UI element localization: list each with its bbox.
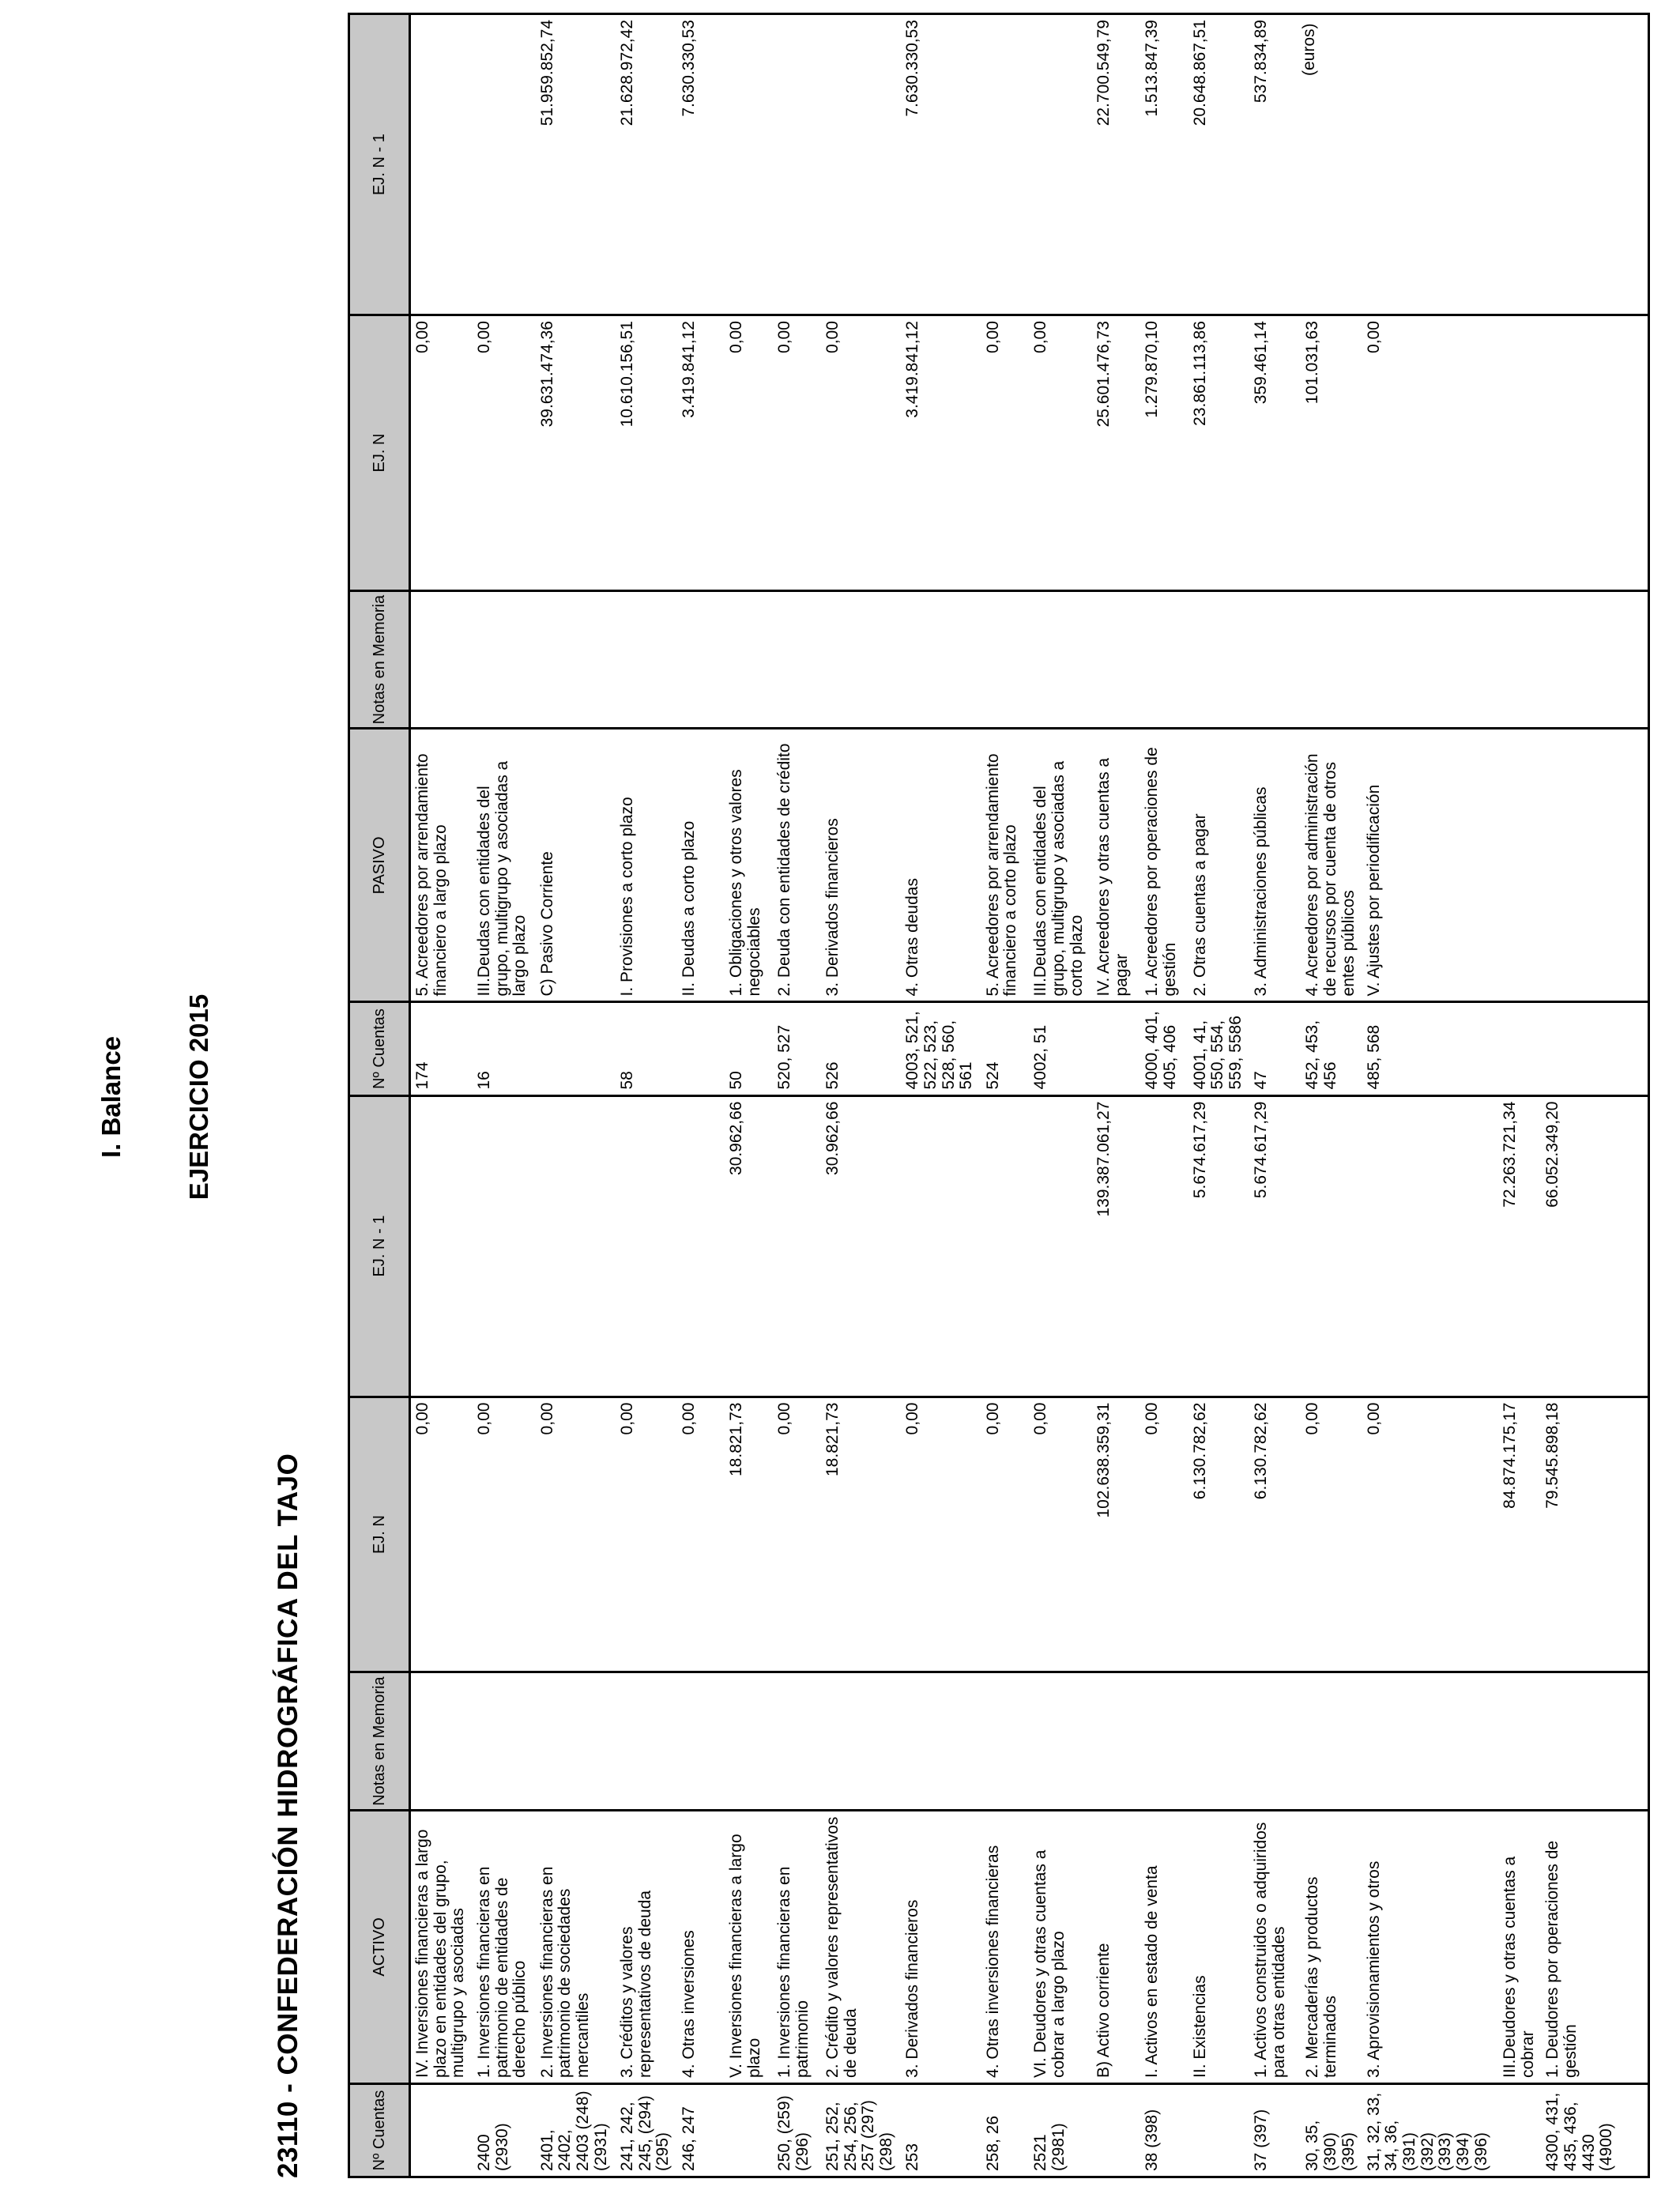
cell-activo-ej-n1 xyxy=(901,1095,981,1397)
cell-pasivo-notas xyxy=(410,590,473,728)
cell-pasivo-notas xyxy=(1301,590,1362,728)
table-row xyxy=(1188,14,1250,2177)
cell-activo-cuentas: 31, 32, 33, 34, 36, (391) (392) (393) (394) (396) xyxy=(1362,2083,1499,2177)
cell-pasivo-ej-n: 10.610.156,51 xyxy=(616,315,677,591)
cell-pasivo-label: 1. Acreedores por operaciones de gestión xyxy=(1140,729,1188,1002)
balance-table xyxy=(348,13,1650,2178)
cell-activo-cuentas: 241, 242, 245, (294) (295) xyxy=(616,2083,677,2177)
cell-activo-label: B) Activo corriente xyxy=(1092,1810,1140,2083)
cell-activo-ej-n1: 72.263.721,34 xyxy=(1498,1095,1541,1397)
cell-pasivo-label xyxy=(1498,729,1541,1002)
cell-activo-cuentas: 2400 (2930) xyxy=(473,2083,536,2177)
cell-pasivo-label: 5. Acreedores por arrendamiento financiero a corto plazo xyxy=(981,729,1030,1002)
cell-activo-ej-n: 0,00 xyxy=(616,1397,677,1672)
cell-activo-notas xyxy=(901,1672,981,1810)
cell-activo-ej-n1 xyxy=(1029,1095,1092,1397)
cell-activo-notas xyxy=(1362,1672,1499,1810)
cell-pasivo-ej-n1: 7.630.330,53 xyxy=(901,14,981,315)
cell-pasivo-ej-n1 xyxy=(981,14,1030,315)
table-row xyxy=(981,14,1030,2177)
cell-pasivo-label: C) Pasivo Corriente xyxy=(536,729,616,1002)
cell-pasivo-notas xyxy=(1249,590,1301,728)
cell-pasivo-cuentas: 16 xyxy=(473,1002,536,1095)
cell-pasivo-ej-n: 0,00 xyxy=(773,315,821,591)
cell-activo-cuentas: 4300, 431, 435, 436, 4430 (4900) xyxy=(1541,2083,1648,2177)
table-row xyxy=(536,14,616,2177)
cell-activo-ej-n: 84.874.175,17 xyxy=(1498,1397,1541,1672)
cell-activo-cuentas: 2401, 2402, 2403 (248) (2931) xyxy=(536,2083,616,2177)
cell-activo-ej-n1: 66.052.349,20 xyxy=(1541,1095,1648,1397)
cell-activo-cuentas: 253 xyxy=(901,2083,981,2177)
cell-activo-notas xyxy=(821,1672,901,1810)
cell-activo-label: 2. Inversiones financieras en patrimonio de sociedades mercantiles xyxy=(536,1810,616,2083)
cell-pasivo-cuentas xyxy=(1541,1002,1648,1095)
cell-activo-label: 2. Crédito y valores representativos de deuda xyxy=(821,1810,901,2083)
cell-pasivo-notas xyxy=(1188,590,1250,728)
cell-activo-label: 2. Mercaderías y productos terminados xyxy=(1301,1810,1362,2083)
cell-activo-cuentas: 37 (397) xyxy=(1249,2083,1301,2177)
col-header-pasivo: PASIVO xyxy=(349,729,410,1002)
cell-activo-ej-n1: 5.674.617,29 xyxy=(1188,1095,1250,1397)
cell-pasivo-ej-n: 3.419.841,12 xyxy=(901,315,981,591)
cell-pasivo-notas xyxy=(677,590,725,728)
col-header-activo-ej-n: EJ. N xyxy=(349,1397,410,1672)
cell-activo-notas xyxy=(1541,1672,1648,1810)
cell-pasivo-ej-n1: 7.630.330,53 xyxy=(677,14,725,315)
cell-activo-label: V. Inversiones financieras a largo plazo xyxy=(725,1810,773,2083)
cell-pasivo-notas xyxy=(1541,590,1648,728)
cell-activo-notas xyxy=(410,1672,473,1810)
cell-activo-ej-n: 6.130.782,62 xyxy=(1188,1397,1250,1672)
cell-activo-notas xyxy=(1498,1672,1541,1810)
cell-pasivo-label: III.Deudas con entidades del grupo, multigrupo y asociadas a largo plazo xyxy=(473,729,536,1002)
cell-activo-label: VI. Deudores y otras cuentas a cobrar a largo plazo xyxy=(1029,1810,1092,2083)
table-row xyxy=(410,14,473,2177)
cell-activo-cuentas: 258, 26 xyxy=(981,2083,1030,2177)
cell-activo-notas xyxy=(1301,1672,1362,1810)
cell-activo-ej-n: 18.821,73 xyxy=(725,1397,773,1672)
cell-pasivo-notas xyxy=(725,590,773,728)
cell-pasivo-ej-n: 0,00 xyxy=(821,315,901,591)
cell-activo-label: 3. Créditos y valores representativos de deuda xyxy=(616,1810,677,2083)
cell-pasivo-notas xyxy=(473,590,536,728)
cell-activo-cuentas xyxy=(725,2083,773,2177)
cell-activo-label: IV. Inversiones financieras a largo plazo en entidades del grupo, multigrupo y asociadas xyxy=(410,1810,473,2083)
organization-title: 23110 - CONFEDERACIÓN HIDROGRÁFICA DEL TAJO xyxy=(273,1453,303,2178)
cell-pasivo-label: 3. Derivados financieros xyxy=(821,729,901,1002)
cell-activo-label: 1. Inversiones financieras en patrimonio xyxy=(773,1810,821,2083)
year-title: EJERCICIO 2015 xyxy=(184,993,213,1201)
cell-pasivo-label: 5. Acreedores por arrendamiento financiero a largo plazo xyxy=(410,729,473,1002)
cell-activo-notas xyxy=(1249,1672,1301,1810)
cell-pasivo-notas xyxy=(1029,590,1092,728)
table-row xyxy=(1029,14,1092,2177)
col-header-pasivo-ej-n1: EJ. N - 1 xyxy=(349,14,410,315)
table-row xyxy=(677,14,725,2177)
cell-pasivo-cuentas xyxy=(536,1002,616,1095)
cell-activo-label: 1. Deudores por operaciones de gestión xyxy=(1541,1810,1648,2083)
cell-pasivo-cuentas: 47 xyxy=(1249,1002,1301,1095)
cell-pasivo-label: 2. Deuda con entidades de crédito xyxy=(773,729,821,1002)
table-row xyxy=(821,14,901,2177)
cell-activo-cuentas xyxy=(410,2083,473,2177)
cell-pasivo-ej-n1 xyxy=(410,14,473,315)
cell-activo-ej-n1 xyxy=(1140,1095,1188,1397)
table-row xyxy=(1541,14,1648,2177)
header-row xyxy=(349,14,410,2177)
cell-activo-ej-n: 0,00 xyxy=(773,1397,821,1672)
cell-activo-label: 4. Otras inversiones financieras xyxy=(981,1810,1030,2083)
cell-pasivo-cuentas: 4000, 401, 405, 406 xyxy=(1140,1002,1188,1095)
col-header-pasivo-ej-n: EJ. N xyxy=(349,315,410,591)
cell-activo-notas xyxy=(1092,1672,1140,1810)
cell-activo-ej-n1 xyxy=(1301,1095,1362,1397)
cell-activo-ej-n: 79.545.898,18 xyxy=(1541,1397,1648,1672)
cell-activo-ej-n1 xyxy=(773,1095,821,1397)
table-row xyxy=(1301,14,1362,2177)
cell-pasivo-label: I. Provisiones a corto plazo xyxy=(616,729,677,1002)
cell-activo-ej-n1 xyxy=(1362,1095,1499,1397)
table-row xyxy=(1498,14,1541,2177)
cell-activo-cuentas: 250, (259) (296) xyxy=(773,2083,821,2177)
cell-pasivo-ej-n1 xyxy=(1541,14,1648,315)
cell-pasivo-ej-n1: 537.834,89 xyxy=(1249,14,1301,315)
cell-pasivo-ej-n1 xyxy=(821,14,901,315)
cell-pasivo-cuentas: 58 xyxy=(616,1002,677,1095)
cell-pasivo-label: 2. Otras cuentas a pagar xyxy=(1188,729,1250,1002)
cell-activo-cuentas: 251, 252, 254, 256, 257 (297) (298) xyxy=(821,2083,901,2177)
cell-pasivo-label: 4. Acreedores por administración de recursos por cuenta de otros entes públicos xyxy=(1301,729,1362,1002)
cell-pasivo-ej-n1 xyxy=(1498,14,1541,315)
cell-pasivo-ej-n: 25.601.476,73 xyxy=(1092,315,1140,591)
cell-activo-ej-n1: 30.962,66 xyxy=(821,1095,901,1397)
cell-pasivo-ej-n1 xyxy=(1029,14,1092,315)
col-header-pasivo-notas: Notas en Memoria xyxy=(349,590,410,728)
cell-activo-label: I. Activos en estado de venta xyxy=(1140,1810,1188,2083)
cell-pasivo-ej-n xyxy=(1498,315,1541,591)
cell-activo-ej-n1 xyxy=(981,1095,1030,1397)
cell-activo-label: II. Existencias xyxy=(1188,1810,1250,2083)
table-row xyxy=(473,14,536,2177)
cell-pasivo-cuentas: 50 xyxy=(725,1002,773,1095)
cell-pasivo-cuentas: 520, 527 xyxy=(773,1002,821,1095)
cell-activo-notas xyxy=(981,1672,1030,1810)
cell-activo-notas xyxy=(1140,1672,1188,1810)
cell-activo-ej-n1 xyxy=(536,1095,616,1397)
col-header-activo-cuentas: Nº Cuentas xyxy=(349,2083,410,2177)
table-row xyxy=(1249,14,1301,2177)
cell-pasivo-ej-n1 xyxy=(473,14,536,315)
cell-activo-ej-n1: 30.962,66 xyxy=(725,1095,773,1397)
cell-pasivo-cuentas: 526 xyxy=(821,1002,901,1095)
table-row xyxy=(1092,14,1140,2177)
cell-activo-cuentas: 30, 35, (390) (395) xyxy=(1301,2083,1362,2177)
cell-pasivo-cuentas: 485, 568 xyxy=(1362,1002,1499,1095)
col-header-pasivo-cuentas: Nº Cuentas xyxy=(349,1002,410,1095)
col-header-activo-notas: Notas en Memoria xyxy=(349,1672,410,1810)
cell-pasivo-ej-n1: 20.648.867,51 xyxy=(1188,14,1250,315)
cell-pasivo-ej-n xyxy=(1541,315,1648,591)
units-label: (euros) xyxy=(1300,23,1318,76)
cell-pasivo-label: IV. Acreedores y otras cuentas a pagar xyxy=(1092,729,1140,1002)
cell-activo-notas xyxy=(616,1672,677,1810)
cell-pasivo-ej-n1 xyxy=(1301,14,1362,315)
cell-pasivo-cuentas: 4002, 51 xyxy=(1029,1002,1092,1095)
cell-activo-label: III.Deudores y otras cuentas a cobrar xyxy=(1498,1810,1541,2083)
cell-pasivo-ej-n: 3.419.841,12 xyxy=(677,315,725,591)
cell-pasivo-notas xyxy=(1140,590,1188,728)
cell-pasivo-notas xyxy=(981,590,1030,728)
cell-pasivo-label xyxy=(1541,729,1648,1002)
cell-activo-ej-n: 0,00 xyxy=(1301,1397,1362,1672)
cell-pasivo-ej-n1: 21.628.972,42 xyxy=(616,14,677,315)
cell-activo-ej-n1 xyxy=(410,1095,473,1397)
cell-pasivo-cuentas: 524 xyxy=(981,1002,1030,1095)
cell-pasivo-ej-n1: 1.513.847,39 xyxy=(1140,14,1188,315)
cell-pasivo-ej-n1 xyxy=(1362,14,1499,315)
cell-pasivo-cuentas xyxy=(677,1002,725,1095)
cell-pasivo-ej-n: 359.461,14 xyxy=(1249,315,1301,591)
cell-pasivo-notas xyxy=(821,590,901,728)
cell-pasivo-label: II. Deudas a corto plazo xyxy=(677,729,725,1002)
table-row xyxy=(1362,14,1499,2177)
cell-pasivo-notas xyxy=(536,590,616,728)
cell-pasivo-notas xyxy=(1092,590,1140,728)
cell-pasivo-ej-n: 39.631.474,36 xyxy=(536,315,616,591)
cell-activo-ej-n1 xyxy=(473,1095,536,1397)
table-row xyxy=(725,14,773,2177)
cell-activo-ej-n1 xyxy=(677,1095,725,1397)
cell-pasivo-ej-n: 1.279.870,10 xyxy=(1140,315,1188,591)
cell-pasivo-ej-n1 xyxy=(725,14,773,315)
cell-activo-cuentas xyxy=(1188,2083,1250,2177)
cell-activo-ej-n1: 5.674.617,29 xyxy=(1249,1095,1301,1397)
cell-activo-label: 4. Otras inversiones xyxy=(677,1810,725,2083)
cell-activo-ej-n1: 139.387.061,27 xyxy=(1092,1095,1140,1397)
cell-pasivo-cuentas: 4001, 41, 550, 554, 559, 5586 xyxy=(1188,1002,1250,1095)
cell-pasivo-cuentas: 4003, 521, 522, 523, 528, 560, 561 xyxy=(901,1002,981,1095)
col-header-activo-ej-n1: EJ. N - 1 xyxy=(349,1095,410,1397)
table-row xyxy=(901,14,981,2177)
cell-pasivo-ej-n1 xyxy=(773,14,821,315)
cell-pasivo-cuentas xyxy=(1092,1002,1140,1095)
cell-pasivo-notas xyxy=(773,590,821,728)
cell-pasivo-notas xyxy=(1498,590,1541,728)
cell-pasivo-ej-n: 0,00 xyxy=(410,315,473,591)
cell-activo-notas xyxy=(725,1672,773,1810)
cell-activo-label: 1. Activos construidos o adquiridos para otras entidades xyxy=(1249,1810,1301,2083)
cell-pasivo-label: 4. Otras deudas xyxy=(901,729,981,1002)
cell-activo-notas xyxy=(536,1672,616,1810)
cell-activo-ej-n: 0,00 xyxy=(1140,1397,1188,1672)
cell-activo-notas xyxy=(677,1672,725,1810)
cell-activo-notas xyxy=(1029,1672,1092,1810)
cell-activo-ej-n: 0,00 xyxy=(536,1397,616,1672)
cell-pasivo-ej-n: 0,00 xyxy=(473,315,536,591)
cell-pasivo-ej-n1: 22.700.549,79 xyxy=(1092,14,1140,315)
cell-activo-notas xyxy=(1188,1672,1250,1810)
cell-pasivo-ej-n: 0,00 xyxy=(1362,315,1499,591)
cell-pasivo-label: 1. Obligaciones y otros valores negociables xyxy=(725,729,773,1002)
cell-pasivo-ej-n: 23.861.113,86 xyxy=(1188,315,1250,591)
table-row xyxy=(616,14,677,2177)
cell-pasivo-ej-n: 0,00 xyxy=(725,315,773,591)
cell-pasivo-label: V. Ajustes por periodificación xyxy=(1362,729,1499,1002)
cell-activo-ej-n: 0,00 xyxy=(981,1397,1030,1672)
cell-pasivo-notas xyxy=(1362,590,1499,728)
cell-activo-ej-n: 6.130.782,62 xyxy=(1249,1397,1301,1672)
cell-activo-ej-n: 0,00 xyxy=(1362,1397,1499,1672)
table-row xyxy=(1140,14,1188,2177)
cell-activo-notas xyxy=(773,1672,821,1810)
cell-pasivo-label: III.Deudas con entidades del grupo, multigrupo y asociadas a corto plazo xyxy=(1029,729,1092,1002)
cell-pasivo-label: 3. Administraciones públicas xyxy=(1249,729,1301,1002)
cell-activo-label: 3. Aprovisionamientos y otros xyxy=(1362,1810,1499,2083)
cell-activo-cuentas: 2521 (2981) xyxy=(1029,2083,1092,2177)
cell-pasivo-cuentas: 174 xyxy=(410,1002,473,1095)
table-row xyxy=(773,14,821,2177)
cell-activo-ej-n: 0,00 xyxy=(677,1397,725,1672)
cell-pasivo-cuentas: 452, 453, 456 xyxy=(1301,1002,1362,1095)
cell-activo-cuentas xyxy=(1092,2083,1140,2177)
cell-pasivo-ej-n: 101.031,63 xyxy=(1301,315,1362,591)
cell-activo-ej-n: 102.638.359,31 xyxy=(1092,1397,1140,1672)
cell-activo-ej-n: 0,00 xyxy=(1029,1397,1092,1672)
cell-pasivo-notas xyxy=(901,590,981,728)
cell-activo-notas xyxy=(473,1672,536,1810)
section-title: I. Balance xyxy=(96,1035,126,1159)
cell-activo-ej-n: 0,00 xyxy=(901,1397,981,1672)
cell-activo-ej-n: 18.821,73 xyxy=(821,1397,901,1672)
cell-pasivo-cuentas xyxy=(1498,1002,1541,1095)
cell-activo-cuentas xyxy=(1498,2083,1541,2177)
cell-activo-ej-n1 xyxy=(616,1095,677,1397)
cell-pasivo-ej-n1: 51.959.852,74 xyxy=(536,14,616,315)
cell-activo-label: 1. Inversiones financieras en patrimonio de entidades de derecho público xyxy=(473,1810,536,2083)
col-header-activo: ACTIVO xyxy=(349,1810,410,2083)
cell-pasivo-ej-n: 0,00 xyxy=(1029,315,1092,591)
cell-activo-label: 3. Derivados financieros xyxy=(901,1810,981,2083)
cell-pasivo-notas xyxy=(616,590,677,728)
cell-activo-ej-n: 0,00 xyxy=(473,1397,536,1672)
cell-activo-cuentas: 38 (398) xyxy=(1140,2083,1188,2177)
cell-activo-cuentas: 246, 247 xyxy=(677,2083,725,2177)
cell-activo-ej-n: 0,00 xyxy=(410,1397,473,1672)
cell-pasivo-ej-n: 0,00 xyxy=(981,315,1030,591)
